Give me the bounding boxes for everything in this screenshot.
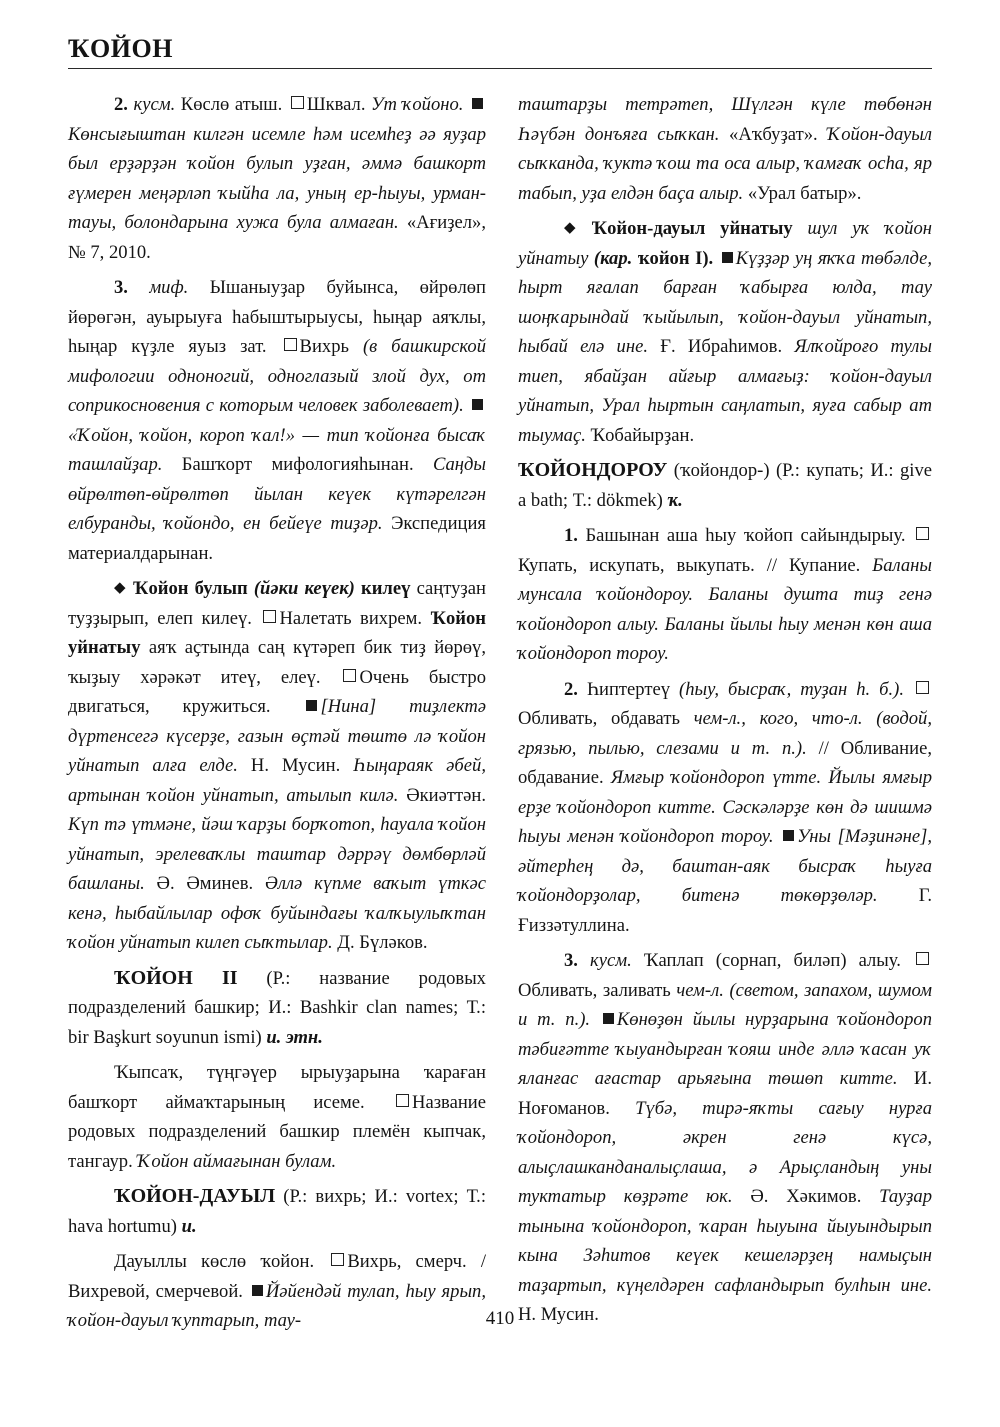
russian-equivalent: Обливать, заливать <box>518 979 671 1001</box>
phrase-variant: (йәки кеүек) <box>253 578 355 599</box>
russian-note: чем-л. (светом, запахом, шумом и т. п.). <box>518 979 932 1030</box>
source: «Аҡбуҙат». <box>729 123 818 145</box>
example: Тауҙар тынына ҡойондороп, ҡаран һыуына йыуындырып кына Зәһитов кеүек кешеләрҙең намыҫын таҙартып, күңелдәрен сафландырып булһын ине. <box>518 1186 932 1296</box>
black-square-icon <box>306 700 317 711</box>
left-column <box>68 90 486 1336</box>
white-square-icon <box>263 610 276 623</box>
sense-3 <box>68 273 486 568</box>
phrase: Ҡойон-дауыл уйнатыу <box>591 218 793 239</box>
example: Көнөҙөн йылы нурҙарына ҡойондороп тәбиғәтте ҡыуандырған ҡояш инде әллә ҡасан уҡ яланғас ағастар арьяғына төшөп китте. <box>518 1009 932 1089</box>
entry-koyon-ii <box>68 964 486 1053</box>
example: Күп тә үтмәне, йәш ҡарҙы борҡотоп, һауала ҡойон уйнатып, эрелеваҡлы таштар дәррәү дөмбөрләй башланы. <box>68 814 486 894</box>
cross-reference: (кар. ҡойон I). <box>593 247 714 269</box>
sense-2 <box>518 675 932 941</box>
black-diamond-icon: ◆ <box>114 580 128 596</box>
russian-equivalent: Вихрь, смерч. / Вихревой, смерчевой. <box>68 1251 486 1302</box>
russian-equivalent: Название родовых подразделений башкир племён кыпчак, тангаур. <box>68 1091 486 1172</box>
translations: (Р.: название родовых подразделений башкир; И.: Bashkir clan names; Т.: bir Başkurt soyunun ismi) <box>68 967 486 1048</box>
russian-equivalent: Обливать, обдавать <box>518 708 680 729</box>
definition: Ышаныуҙар буйынса, өйрөлөп йөрөгән, ауырыуға һабыштырыусы, һыңар аяҡлы, һыңар күҙле яуыз зат. <box>68 277 486 357</box>
sense-number: 3. <box>114 277 128 298</box>
source: «Урал батыр». <box>747 182 862 204</box>
part-of-speech: и. этн. <box>266 1026 323 1048</box>
definition: шул уҡ ҡойон уйнатыу <box>518 218 932 269</box>
example: Ут ҡойоно. <box>371 94 464 115</box>
headword: ҠОЙОН-ДАУЫЛ <box>114 1185 276 1207</box>
running-header: ҠОЙОН <box>68 34 173 63</box>
source: Экспедиция материалдарынан. <box>68 513 486 564</box>
source: Ҡобайырҙан. <box>590 424 695 446</box>
part-of-speech: и. <box>181 1215 197 1237</box>
definition: Ҡыпсаҡ, түңгәүер ырыуҙарына ҡараған башҡорт аймаҡтарының исеме. <box>68 1062 486 1113</box>
example: Күҙҙәр уң яҡҡа төбәлде, һырт яғалап барған ҡабырға юлда, тау шоңҡарындай ҡыйылып, ҡойон-дауыл уйнатып, һыбай елә ине. <box>518 247 932 357</box>
source: Ғ. Ибраһимов. <box>660 336 783 357</box>
black-square-icon <box>603 1013 614 1024</box>
sense-3 <box>518 946 932 1330</box>
header-rule <box>68 68 932 69</box>
white-square-icon <box>916 527 929 540</box>
russian-equivalent: Купать, искупать, выкупать. // Купание. <box>518 554 861 576</box>
source: Әкиәттән. <box>406 784 486 806</box>
russian-equivalent: Очень быстро двигаться, кружиться. <box>68 666 486 717</box>
white-square-icon <box>291 96 304 109</box>
sense-number: 2. <box>564 678 578 700</box>
usage-label: миф. <box>149 277 189 298</box>
definition: Башынан аша һыу ҡойоп сайындырыу. <box>585 525 906 546</box>
russian-equivalent: Вихрь <box>299 336 349 357</box>
headword: ҠОЙОНДОРОУ <box>518 459 668 481</box>
phrase: Ҡойон булып <box>133 578 248 599</box>
source: Г. Ғиззәтуллина. <box>518 885 932 936</box>
definition: Көслө атыш. <box>180 94 283 115</box>
white-square-icon <box>284 338 297 351</box>
source: Д. Бүләков. <box>337 932 428 953</box>
black-square-icon <box>472 98 483 109</box>
example: Ямғыр ҡойондороп үтте. Йылы ямғыр ерҙе ҡойондороп китте. Сәскәләрҙе көн дә шишмә һыуы менән ҡойондороп тороу. <box>518 767 932 847</box>
example: «Ҡойон, ҡойон, короп ҡал!» — тип ҡойонға бысаҡ ташлайҙар. <box>68 424 486 475</box>
headword: ҠОЙОН II <box>114 966 238 989</box>
example: таштарҙы тетрәтеп, Шүлгән күле төбөнән Һәүбән донъяға сыҡкан. <box>518 94 932 145</box>
example: Саңды өйрөлтөп-өйрөлтөп йылан кеүек күтәрелгән елбуранды, ҡойондо, ен бейеүе тиҙәр. <box>68 454 486 534</box>
entry-koyon-dauyl <box>68 1182 486 1241</box>
example: Уны [Мәҙинәне], әйтерһең дә, баштан-аяк бысраҡ һыуға ҡойондорҙолар, битенә төкөрҙөләр. <box>518 826 932 906</box>
example: Баланы мунсала ҡойондороу. Баланы душта тиҙ генә ҡойондороп алыу. Баланы йылы һыу менән көн аша ҡойондороп тороу. <box>518 554 932 664</box>
phrase-block <box>518 214 932 450</box>
russian-equivalent: Шквал. <box>306 94 366 115</box>
russian-equivalent: Налетать вихрем. <box>279 607 423 629</box>
example: Ялҡойроғо тулы тиеп, ябайҙан айғыр алмағыҙ: ҡойон-дауыл уйнатып, Урал һыртын саңлатып, яуға сабыр ат тыумаҫ. <box>518 336 932 446</box>
source: И. Ноғоманов. <box>518 1068 932 1119</box>
white-square-icon <box>343 669 356 682</box>
source: Н. Мусин. <box>518 1304 599 1325</box>
example: Әллә күпме ваҡыт үткәс кенә, һыбайлылар офоҡ буйындағы ҡалҡыулыҡтан ҡойон уйнатып килеп сыҡтылар. <box>68 873 486 953</box>
definition: саңтуҙан туҙҙырып, елеп килеү. <box>68 578 486 629</box>
sense-number: 2. <box>114 94 128 115</box>
entry-koyondorou <box>518 456 932 515</box>
definition: аяҡ аҫтында саң күтәреп бик тиҙ йөрөү, ҡыҙыу хәрәкәт итеү, елеү. <box>68 637 486 688</box>
black-diamond-icon: ◆ <box>564 220 586 236</box>
russian-note: (в башкирской мифологии одноногий, одноглазый злой дух, от соприкосновения с которым человек заболевает). <box>68 336 486 416</box>
source: Башҡорт мифологияһынан. <box>181 454 414 475</box>
sense-2 <box>68 90 486 267</box>
white-square-icon <box>331 1253 344 1266</box>
source: Ә. Хәкимов. <box>750 1186 862 1207</box>
example: Һыңараяк әбей, артынан ҡойон уйнатып, атылып килә. <box>68 755 486 806</box>
example: Ҡойон аймағынан булам. <box>137 1150 337 1172</box>
sense-number: 3. <box>564 950 578 971</box>
black-square-icon <box>722 252 733 263</box>
example: Ҡойон-дауыл сыҡканда, ҡуктә ҡош та оса алыр, ҡамғаҡ осһа, яр табып, уҙа елдән баҫа алыр. <box>518 123 932 204</box>
black-square-icon <box>783 830 794 841</box>
translations: (Р.: вихрь; И.: vortex; Т.: hava hortumu) <box>68 1186 486 1237</box>
source: Н. Мусин. <box>250 755 341 776</box>
example: Көнсығыштан килгән исемле һәм исемһеҙ әә яуҙар был ерҙәрҙән ҡойон булып уҙған, әммә башкорт ғүмерен меңәрләп ҡыйһа ла, уның ер-һыуы, урман-тауы, болондарына хужа була алмаған. <box>68 123 486 233</box>
part-of-speech: ҡ. <box>667 489 683 511</box>
definition-note: (һыу, бысраҡ, туҙан һ. б.). <box>679 678 905 700</box>
usage-label: кусм. <box>590 950 632 971</box>
black-square-icon <box>472 399 483 410</box>
russian-note: чем-л., кого, что-л. (водой, грязью, пылью, слезами и т. п.). <box>518 708 932 759</box>
russian-equivalent: // Обливание, обдавание. <box>518 737 932 788</box>
source: «Ағиҙел», № 7, 2010. <box>68 212 486 263</box>
continued-example <box>518 90 932 208</box>
white-square-icon <box>916 681 929 694</box>
usage-label: кусм. <box>133 94 176 115</box>
definition: Ҡаплап (сорнап, биләп) алыу. <box>643 950 901 971</box>
black-square-icon <box>252 1285 263 1296</box>
phrase-block <box>68 574 486 958</box>
phrase: Ҡойон уйнатыу <box>68 607 486 658</box>
white-square-icon <box>396 1094 409 1107</box>
source: Ә. Әминев. <box>156 873 254 894</box>
definition: Дауыллы көслө ҡойон. <box>114 1251 315 1272</box>
example: Йәйендәй тулап, һыу ярып, ҡойон-дауыл ҡуптарып, тау- <box>68 1280 486 1331</box>
example: [Нина] тиҙлектә дүртенсегә күсерҙе, газын өҫтәй төштө лә ҡойон уйнатып алға елде. <box>68 696 486 776</box>
right-column <box>518 90 932 1330</box>
translations: (ҡойондор-) (Р.: купать; И.: give a bath; Т.: dökmek) <box>518 460 933 511</box>
sense-number: 1. <box>564 525 578 546</box>
page-number: 410 <box>485 1308 515 1329</box>
definition-block <box>68 1058 486 1176</box>
example: Түбә, тирә-яҡты сағыу нурға ҡойондороп, әкрен генә күсә, алыҫлашканданалыҫлаша, ә Арыҫландың уны туктатыр көҙрәте юк. <box>518 1097 932 1207</box>
phrase-verb: килеү <box>360 578 411 599</box>
white-square-icon <box>916 952 929 965</box>
sense-1 <box>518 521 932 669</box>
definition: Һиптертеү <box>586 678 671 700</box>
